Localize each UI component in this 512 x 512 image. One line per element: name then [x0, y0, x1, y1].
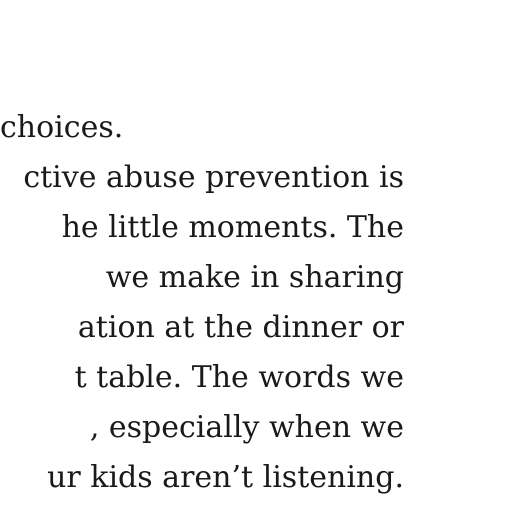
text-line-6: t table. The words we — [74, 360, 404, 395]
text-line-3: he little moments. The — [61, 210, 404, 245]
text-line-8: ur kids aren’t listening. — [47, 460, 404, 495]
text-line-5: ation at the dinner or — [77, 310, 404, 345]
text-line-2: ctive abuse prevention is — [23, 160, 404, 195]
text-line-7: , especially when we — [89, 410, 404, 445]
text-line-4: we make in sharing — [105, 260, 404, 295]
text-line-1: choices. — [0, 110, 124, 145]
